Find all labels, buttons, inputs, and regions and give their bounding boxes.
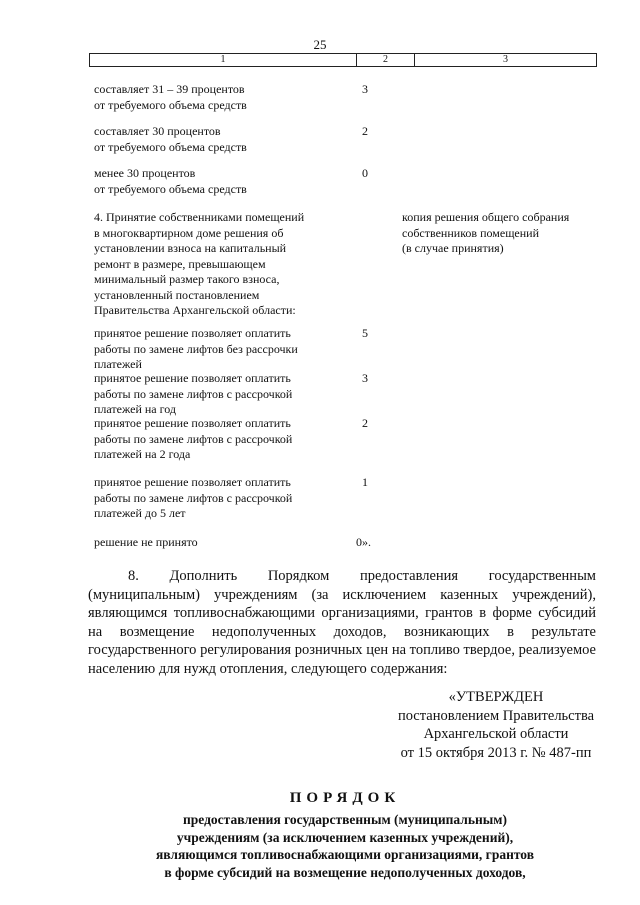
page-number: 25: [313, 37, 327, 52]
table-row-points: 5: [362, 326, 368, 340]
table-row-points: 3: [362, 82, 368, 96]
table-row-points: 0».: [356, 535, 371, 549]
table-row-criterion: составляет 31 – 39 процентов от требуемого объема средств: [94, 82, 247, 112]
table-row-document: копия решения общего собрания собственников помещений (в случае принятия): [402, 210, 570, 255]
order-title: ПОРЯДОК: [289, 790, 401, 806]
table-row-criterion: принятое решение позволяет оплатить работы по замене лифтов с рассрочкой платежей на год: [94, 371, 293, 416]
header-col-2: 2: [357, 54, 415, 67]
table-row-points: 2: [362, 416, 368, 430]
header-col-3: 3: [415, 54, 597, 67]
table-row-criterion: менее 30 процентов от требуемого объема средств: [94, 166, 247, 196]
table-row-points: 1: [362, 475, 368, 489]
approval-stamp-block: «УТВЕРЖДЕН постановлением Правительства Архангельской области от 15 октября 2013 г. № 487-пп: [397, 689, 595, 761]
table-header: [89, 53, 597, 67]
table-row-criterion: составляет 30 процентов от требуемого объема средств: [94, 124, 247, 154]
table-row-points: 3: [362, 371, 368, 385]
table-row-criterion: принятое решение позволяет оплатить работы по замене лифтов с рассрочкой платежей до 5 лет: [94, 475, 293, 520]
header-col-1: 1: [220, 54, 226, 65]
table-row-criterion: 4. Принятие собственниками помещений в многоквартирном доме решения об установлении взноса на капитальный ремонт в размере, превышающем минимальный размер такого взноса, установленный постановлением Правительства Архангельской области:: [94, 210, 305, 317]
paragraph-8: 8. Дополнить Порядком предоставления государственным (муниципальным) учреждениям (за исключением казенных учреждений), являющимся топливоснабжающими организациями, грантов в форме субсидий на возмещение недополученных доходов, возникающих в результате государственного регулирования розничных цен на топливо твердое, реализуемое населению для нужд отопления, следующего содержания:: [88, 568, 596, 677]
table-row-points: 0: [362, 166, 368, 180]
table-row-criterion: решение не принято: [94, 535, 198, 549]
table-row-criterion: принятое решение позволяет оплатить работы по замене лифтов без рассрочки платежей: [94, 326, 298, 371]
table-row-points: 2: [362, 124, 368, 138]
order-subtitle: предоставления государственным (муниципальным) учреждениям (за исключением казенных учреждений), являющимся топливоснабжающими организациями, грантов в форме субсидий на возмещение недополученных доходов,: [155, 812, 535, 880]
table-row-criterion: принятое решение позволяет оплатить работы по замене лифтов с рассрочкой платежей на 2 года: [94, 416, 293, 461]
